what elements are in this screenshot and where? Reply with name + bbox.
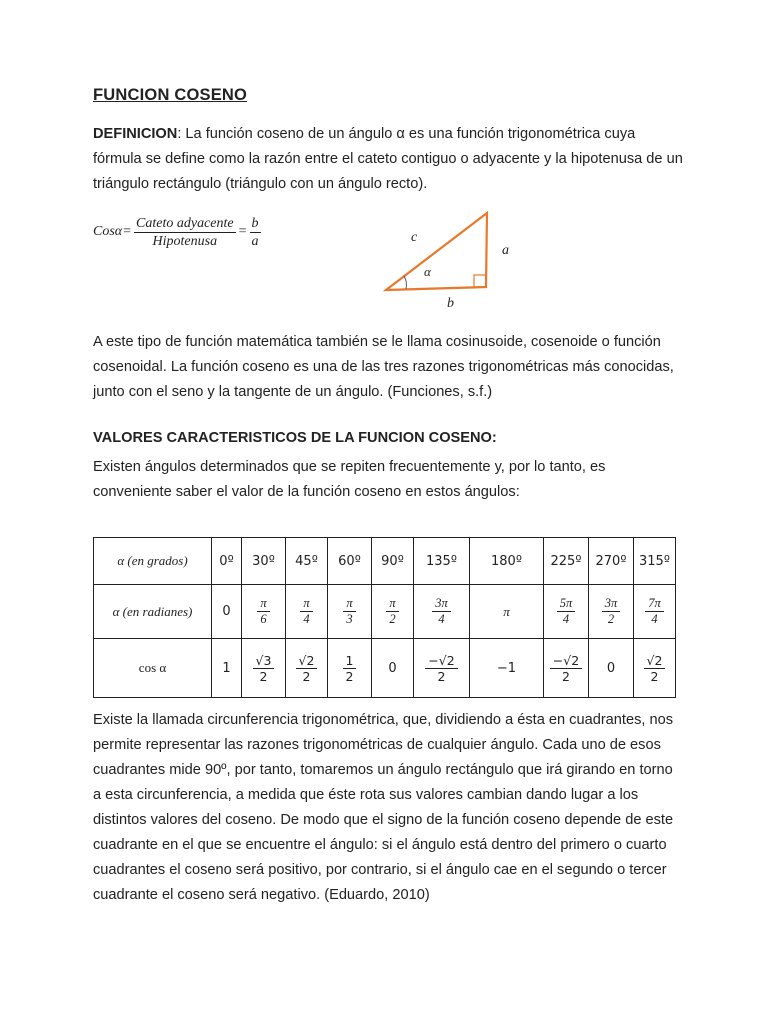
formula-fraction-letters	[250, 215, 261, 250]
paragraph-cosinusoide: A este tipo de función matemática también se le llama cosinusoide, cosenoide o función cosenoidal. La función coseno es una de las tres razones trigonométricas más conocidas, junto con el seno y la tangente de un ángulo. (Funciones, s.f.)	[93, 334, 674, 400]
fraction-numerator: π	[257, 596, 269, 612]
radian-cell	[242, 585, 286, 639]
degrees-row	[94, 538, 676, 585]
degree-cell: 0º	[212, 538, 242, 585]
fraction-denominator: 2	[437, 668, 446, 684]
fraction-denominator: 6	[260, 612, 267, 626]
fraction-denominator: 4	[438, 612, 445, 626]
cos-cell: −1	[470, 639, 544, 698]
fraction-denominator: 4	[303, 612, 310, 626]
fraction-denominator: 2	[302, 668, 311, 684]
cos-fraction	[253, 653, 275, 684]
formula-equals: =	[123, 224, 132, 239]
fraction-numerator: 7π	[645, 596, 664, 612]
cos-cell	[286, 639, 328, 698]
cos-cell	[544, 639, 589, 698]
radian-cell	[634, 585, 676, 639]
fraction-numerator: 1	[343, 653, 357, 669]
fraction-denominator: 2	[562, 668, 570, 684]
section-heading-values: VALORES CARACTERISTICOS DE LA FUNCION COSENO:	[93, 430, 497, 446]
cos-cell	[242, 639, 286, 698]
cos-fraction	[296, 653, 318, 684]
radian-cell: 0	[212, 585, 242, 639]
formula-fraction-ratio	[134, 215, 236, 250]
radian-cell	[372, 585, 414, 639]
radian-cell	[589, 585, 634, 639]
paragraph-trig-circle: Existe la llamada circunferencia trigonométrica, que, dividiendo a ésta en cuadrantes, nos permite representar las razones trigonométricas de cualquier ángulo. Cada uno de esos cuadrantes mide 90º, por tanto, tomaremos un ángulo rectángulo que irá girando en torno a esta circunferencia, a medida que éste rota sus valores cambian dando lugar a los distintos valores del coseno. De modo que el signo de la función coseno depende de este cuadrante en el que se encuentre el ángulo: si el ángulo está dentro del primero o cuarto cuadrantes el coseno será positivo, por contrario, si el ángulo cae en el segundo o tercer cuadrante el coseno será negativo. (Eduardo, 2010)	[93, 712, 674, 903]
right-angle-marker	[474, 275, 486, 287]
cos-fraction	[644, 653, 666, 684]
cos-cell	[328, 639, 372, 698]
degree-cell: 315º	[634, 538, 676, 585]
degree-cell: 180º	[470, 538, 544, 585]
cosine-values-table	[93, 537, 676, 698]
cos-fraction	[550, 653, 582, 684]
cos-fraction	[425, 653, 457, 684]
fraction-denominator: 2	[650, 668, 659, 684]
fraction-denominator: 3	[346, 612, 353, 626]
degree-cell: 90º	[372, 538, 414, 585]
formula-numerator-b: b	[251, 215, 259, 231]
fraction-numerator: π	[386, 596, 398, 612]
fraction-denominator: 2	[607, 612, 615, 626]
formula-denominator: Hipotenusa	[152, 233, 218, 249]
radian-fraction	[602, 596, 621, 627]
cosine-formula	[93, 212, 263, 252]
cos-cell	[634, 639, 676, 698]
radian-cell	[544, 585, 589, 639]
radian-fraction	[432, 596, 451, 627]
paragraph-angles-intro: Existen ángulos determinados que se repiten frecuentemente y, por lo tanto, es conveniente saber el valor de la función coseno en estos ángulos:	[93, 459, 606, 500]
row-label-cos: cos α	[94, 639, 212, 698]
degree-cell: 60º	[328, 538, 372, 585]
fraction-numerator: π	[343, 596, 355, 612]
label-side-a: a	[502, 243, 509, 258]
degree-cell: 135º	[414, 538, 470, 585]
cos-fraction	[343, 653, 357, 684]
radians-row	[94, 585, 676, 639]
radian-cell: π	[470, 585, 544, 639]
fraction-denominator: 2	[259, 668, 268, 684]
formula-denominator-a: a	[251, 233, 259, 249]
label-base-b: b	[447, 296, 454, 311]
cos-cell: 0	[589, 639, 634, 698]
cos-cell: 0	[372, 639, 414, 698]
fraction-numerator: 3π	[432, 596, 451, 612]
formula-lhs: Cosα	[93, 224, 123, 239]
radian-cell	[414, 585, 470, 639]
radian-fraction	[645, 596, 664, 627]
radian-cell	[286, 585, 328, 639]
fraction-denominator: 4	[651, 612, 658, 626]
formula-numerator: Cateto adyacente	[136, 215, 234, 231]
definition-label: DEFINICION	[93, 126, 178, 142]
label-angle-alpha: α	[424, 264, 431, 279]
formula-equals-2: =	[238, 224, 247, 239]
fraction-denominator: 2	[345, 668, 354, 684]
fraction-numerator: √2	[644, 653, 666, 669]
radian-fraction	[343, 596, 355, 627]
fraction-numerator: π	[300, 596, 312, 612]
definition-text: : La función coseno de un ángulo α es una función trigonométrica cuya fórmula se define como la razón entre el cateto contiguo o adyacente y la hipotenusa de un triángulo rectángulo (triángulo con un ángulo recto).	[93, 126, 683, 192]
row-label-radians: α (en radianes)	[94, 585, 212, 639]
page-title: FUNCION COSENO	[93, 86, 248, 104]
degree-cell: 270º	[589, 538, 634, 585]
cos-cell: 1	[212, 639, 242, 698]
fraction-denominator: 2	[389, 612, 396, 626]
cosine-row	[94, 639, 676, 698]
definition-paragraph	[93, 122, 683, 197]
cos-cell	[414, 639, 470, 698]
degree-cell: 30º	[242, 538, 286, 585]
triangle-shape	[386, 213, 487, 290]
fraction-numerator: √3	[253, 653, 275, 669]
radian-fraction	[300, 596, 312, 627]
right-triangle-diagram	[370, 200, 530, 320]
fraction-numerator: 5π	[557, 596, 576, 612]
fraction-numerator: −√2	[550, 653, 582, 669]
radian-fraction	[257, 596, 269, 627]
degree-cell: 225º	[544, 538, 589, 585]
fraction-numerator: 3π	[602, 596, 621, 612]
fraction-denominator: 4	[562, 612, 570, 626]
row-label-degrees: α (en grados)	[94, 538, 212, 585]
fraction-numerator: √2	[296, 653, 318, 669]
radian-cell	[328, 585, 372, 639]
radian-fraction	[557, 596, 576, 627]
label-hypotenuse-c: c	[411, 230, 418, 245]
radian-fraction	[386, 596, 398, 627]
fraction-numerator: −√2	[425, 653, 457, 669]
angle-arc	[404, 276, 406, 289]
degree-cell: 45º	[286, 538, 328, 585]
